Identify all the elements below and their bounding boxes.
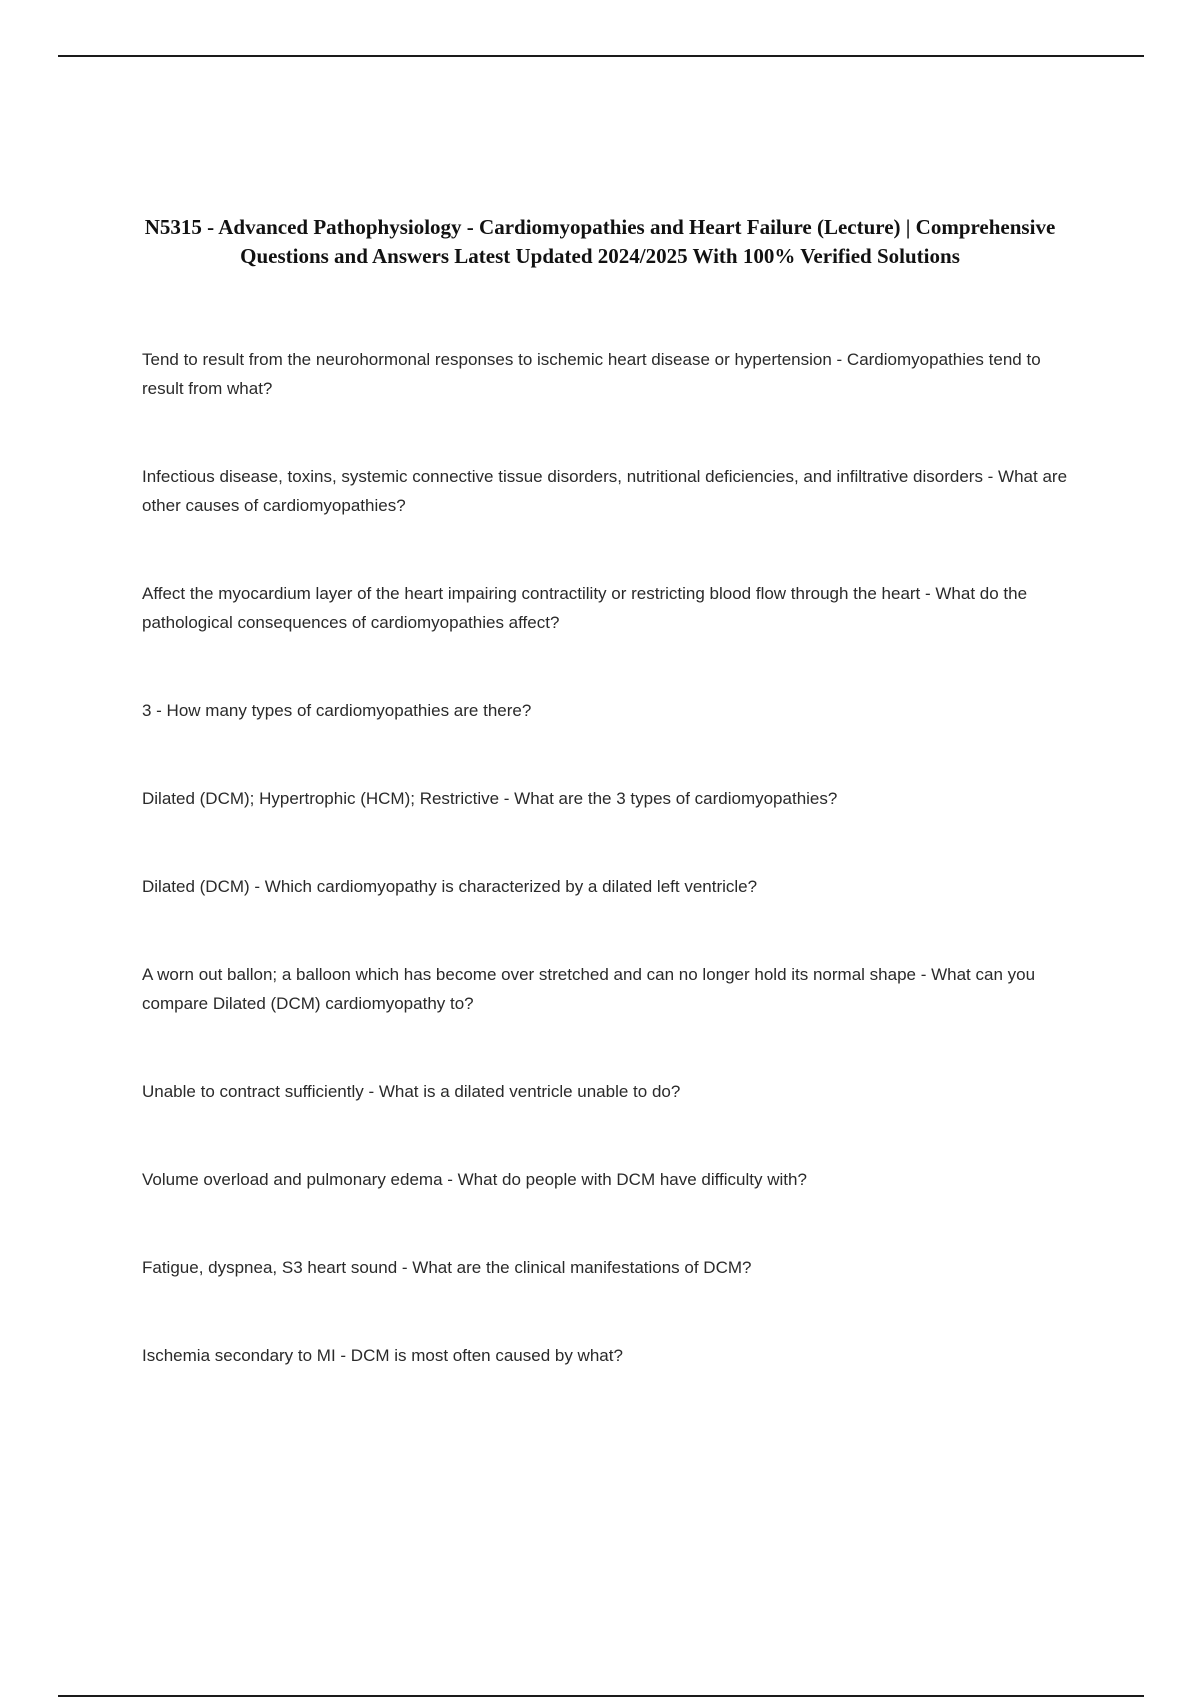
- qa-item: 3 - How many types of cardiomyopathies are there?: [142, 701, 532, 720]
- qa-item: Ischemia secondary to MI - DCM is most often caused by what?: [142, 1346, 623, 1365]
- qa-item: Dilated (DCM); Hypertrophic (HCM); Restrictive - What are the 3 types of cardiomyopathies?: [142, 789, 838, 808]
- qa-item: A worn out ballon; a balloon which has become over stretched and can no longer hold its normal shape - What can you compare Dilated (DCM) cardiomyopathy to?: [142, 965, 1036, 1013]
- qa-item: Volume overload and pulmonary edema - What do people with DCM have difficulty with?: [142, 1170, 807, 1189]
- qa-item: Tend to result from the neurohormonal responses to ischemic heart disease or hypertension - Cardiomyopathies tend to result from what?: [142, 350, 1041, 398]
- qa-item: Fatigue, dyspnea, S3 heart sound - What are the clinical manifestations of DCM?: [142, 1258, 752, 1277]
- top-divider: [58, 55, 1144, 57]
- qa-item: Unable to contract sufficiently - What is a dilated ventricle unable to do?: [142, 1082, 681, 1101]
- document-title: N5315 - Advanced Pathophysiology - Cardiomyopathies and Heart Failure (Lecture) | Comprehensive Questions and Answers Latest Updated 2024/2025 With 100% Verified Solutions: [144, 215, 1056, 268]
- bottom-divider: [58, 1695, 1144, 1697]
- qa-item: Infectious disease, toxins, systemic connective tissue disorders, nutritional deficiencies, and infiltrative disorders - What are other causes of cardiomyopathies?: [142, 467, 1068, 515]
- qa-item: Affect the myocardium layer of the heart impairing contractility or restricting blood flow through the heart - What do the pathological consequences of cardiomyopathies affect?: [142, 584, 1028, 632]
- qa-item: Dilated (DCM) - Which cardiomyopathy is characterized by a dilated left ventricle?: [142, 877, 758, 896]
